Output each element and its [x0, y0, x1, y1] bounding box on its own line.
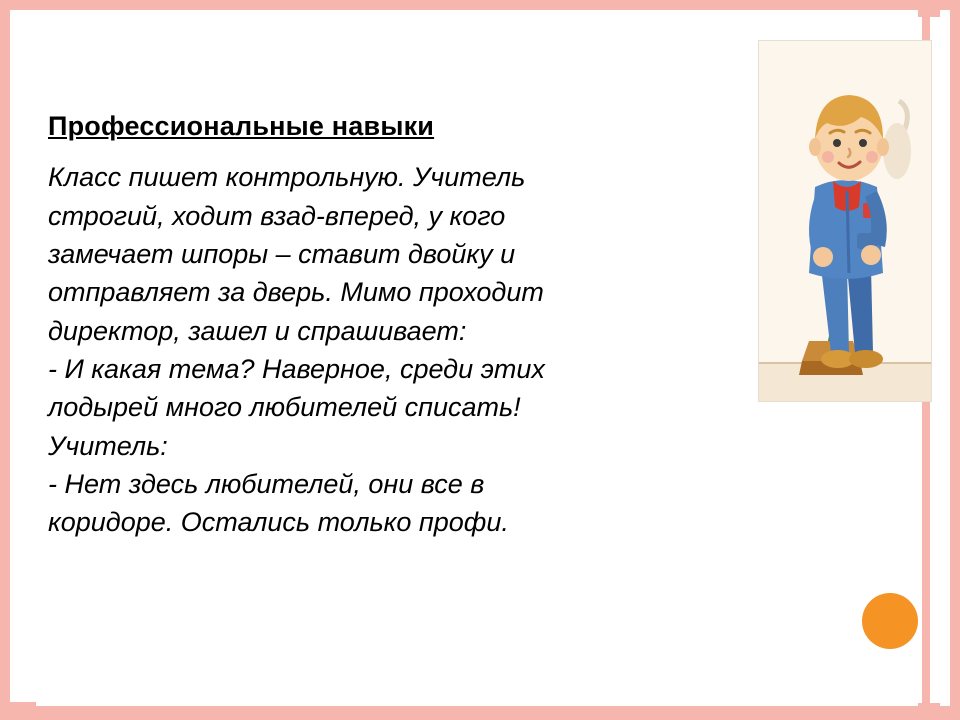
frame-border-bottom [0, 706, 960, 720]
paragraph-line: замечает шпоры – ставит двойку и [48, 239, 516, 270]
paragraph-line: строгий, ходит взад-вперед, у кого [48, 200, 506, 231]
boy-with-broom-illustration [758, 40, 932, 402]
paragraph-line: Класс пишет контрольную. Учитель [48, 162, 526, 193]
frame-border-top [0, 0, 960, 10]
decorative-orange-dot [862, 593, 918, 649]
paragraph-line: - И какая тема? Наверное, среди этих [48, 354, 545, 385]
slide-text-block [48, 108, 748, 542]
paragraph-line: директор, зашел и спрашивает: [48, 315, 467, 346]
frame-border-right [950, 0, 960, 720]
paragraph-line: Учитель: [48, 430, 168, 461]
slide-heading: Профессиональные навыки [48, 111, 435, 141]
frame-corner-dash-bottom-right [918, 703, 940, 712]
paragraph-line: лодырей много любителей списать! [48, 392, 521, 423]
slide-paragraph [48, 158, 748, 541]
paragraph-line: - Нет здесь любителей, они все в [48, 469, 485, 500]
frame-corner-dash-bottom-left [8, 702, 36, 710]
frame-corner-dash-top-right [918, 8, 940, 17]
frame-border-left [0, 0, 10, 720]
paragraph-line: отправляет за дверь. Мимо проходит [48, 277, 544, 308]
paragraph-line: коридоре. Остались только профи. [48, 507, 509, 538]
